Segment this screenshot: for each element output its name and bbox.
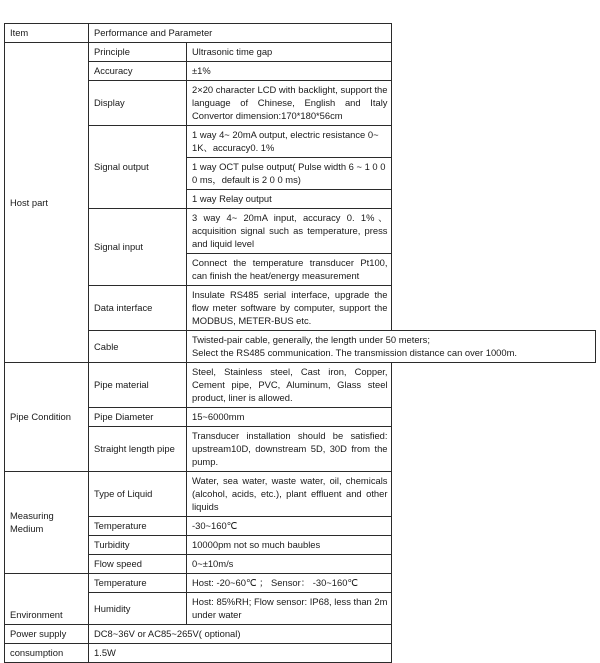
- liquid-type-value: Water, sea water, waste water, oil, chemicals (alcohol, acids, etc.), plant effluent and other liquids: [187, 472, 392, 517]
- power-supply-value: DC8~36V or AC85~265V( optional): [89, 625, 392, 644]
- table-row: [5, 593, 596, 625]
- pipe-diameter-label: Pipe Diameter: [89, 408, 187, 427]
- spec-table: [4, 23, 596, 663]
- pipe-material-value: Steel, Stainless steel, Cast iron, Copper, Cement pipe, PVC, Aluminum, Glass steel product, liner is allowed.: [187, 363, 392, 408]
- turbidity-value: 10000pm not so much baubles: [187, 536, 392, 555]
- table-row: [5, 209, 596, 254]
- signal-output-line-2: 1 way OCT pulse output( Pulse width 6 ~ 1 0 0 0 ms，default is 2 0 0 ms): [187, 158, 392, 190]
- table-row: [5, 536, 596, 555]
- environment-label: Environment: [5, 574, 89, 625]
- principle-label: Principle: [89, 43, 187, 62]
- display-label: Display: [89, 81, 187, 126]
- power-supply-label: Power supply: [5, 625, 89, 644]
- table-row: [5, 555, 596, 574]
- humidity-label: Humidity: [89, 593, 187, 625]
- measuring-medium-label: Measuring Medium: [5, 472, 89, 574]
- pipe-material-label: Pipe material: [89, 363, 187, 408]
- cable-label: Cable: [89, 331, 187, 363]
- display-value: 2×20 character LCD with backlight, support the language of Chinese, English and Italy Convertor dimension:170*180*56cm: [187, 81, 392, 126]
- table-row: [5, 644, 596, 663]
- flow-speed-value: 0~±10m/s: [187, 555, 392, 574]
- cable-line-1: Twisted-pair cable, generally, the length under 50 meters;: [192, 334, 430, 345]
- signal-input-label: Signal input: [89, 209, 187, 286]
- table-row: [5, 43, 596, 62]
- signal-output-line-3: 1 way Relay output: [187, 190, 392, 209]
- table-row: [5, 286, 596, 331]
- table-row: [5, 472, 596, 517]
- signal-input-line-1: 3 way 4~ 20mA input, accuracy 0. 1%、acquisition signal such as temperature, press and liquid level: [187, 209, 392, 254]
- principle-value: Ultrasonic time gap: [187, 43, 392, 62]
- cable-value: [187, 331, 596, 363]
- cable-line-2: Select the RS485 communication. The transmission distance can over 1000m.: [192, 347, 517, 358]
- table-row: [5, 625, 596, 644]
- pipe-diameter-value: 15~6000mm: [187, 408, 392, 427]
- data-interface-label: Data interface: [89, 286, 187, 331]
- header-param: Performance and Parameter: [89, 24, 392, 43]
- consumption-label: consumption: [5, 644, 89, 663]
- table-row: [5, 62, 596, 81]
- straight-length-value: Transducer installation should be satisfied: upstream10D, downstream 5D, 30D from the pump.: [187, 427, 392, 472]
- signal-input-line-2: Connect the temperature transducer Pt100, can finish the heat/energy measurement: [187, 254, 392, 286]
- signal-output-label: Signal output: [89, 126, 187, 209]
- humidity-value: Host: 85%RH; Flow sensor: IP68, less than 2m under water: [187, 593, 392, 625]
- data-interface-value: Insulate RS485 serial interface, upgrade the flow meter software by computer, support the MODBUS, METER-BUS etc.: [187, 286, 392, 331]
- medium-temperature-value: -30~160℃: [187, 517, 392, 536]
- env-temperature-value: Host: -20~60℃ ； Sensor： -30~160℃: [187, 574, 392, 593]
- table-row: [5, 408, 596, 427]
- flow-speed-label: Flow speed: [89, 555, 187, 574]
- turbidity-label: Turbidity: [89, 536, 187, 555]
- table-header-row: [5, 24, 596, 43]
- table-row: [5, 331, 596, 363]
- table-row: [5, 517, 596, 536]
- accuracy-value: ±1%: [187, 62, 392, 81]
- liquid-type-label: Type of Liquid: [89, 472, 187, 517]
- accuracy-label: Accuracy: [89, 62, 187, 81]
- table-row: [5, 574, 596, 593]
- header-item: Item: [5, 24, 89, 43]
- table-row: [5, 81, 596, 126]
- table-row: [5, 427, 596, 472]
- env-temperature-label: Temperature: [89, 574, 187, 593]
- consumption-value: 1.5W: [89, 644, 392, 663]
- medium-temperature-label: Temperature: [89, 517, 187, 536]
- straight-length-label: Straight length pipe: [89, 427, 187, 472]
- signal-output-line-1: 1 way 4~ 20mA output, electric resistance 0~ 1K、accuracy0. 1%: [187, 126, 392, 158]
- pipe-condition-label: Pipe Condition: [5, 363, 89, 472]
- host-part-label: Host part: [5, 43, 89, 363]
- table-row: [5, 126, 596, 158]
- table-row: [5, 363, 596, 408]
